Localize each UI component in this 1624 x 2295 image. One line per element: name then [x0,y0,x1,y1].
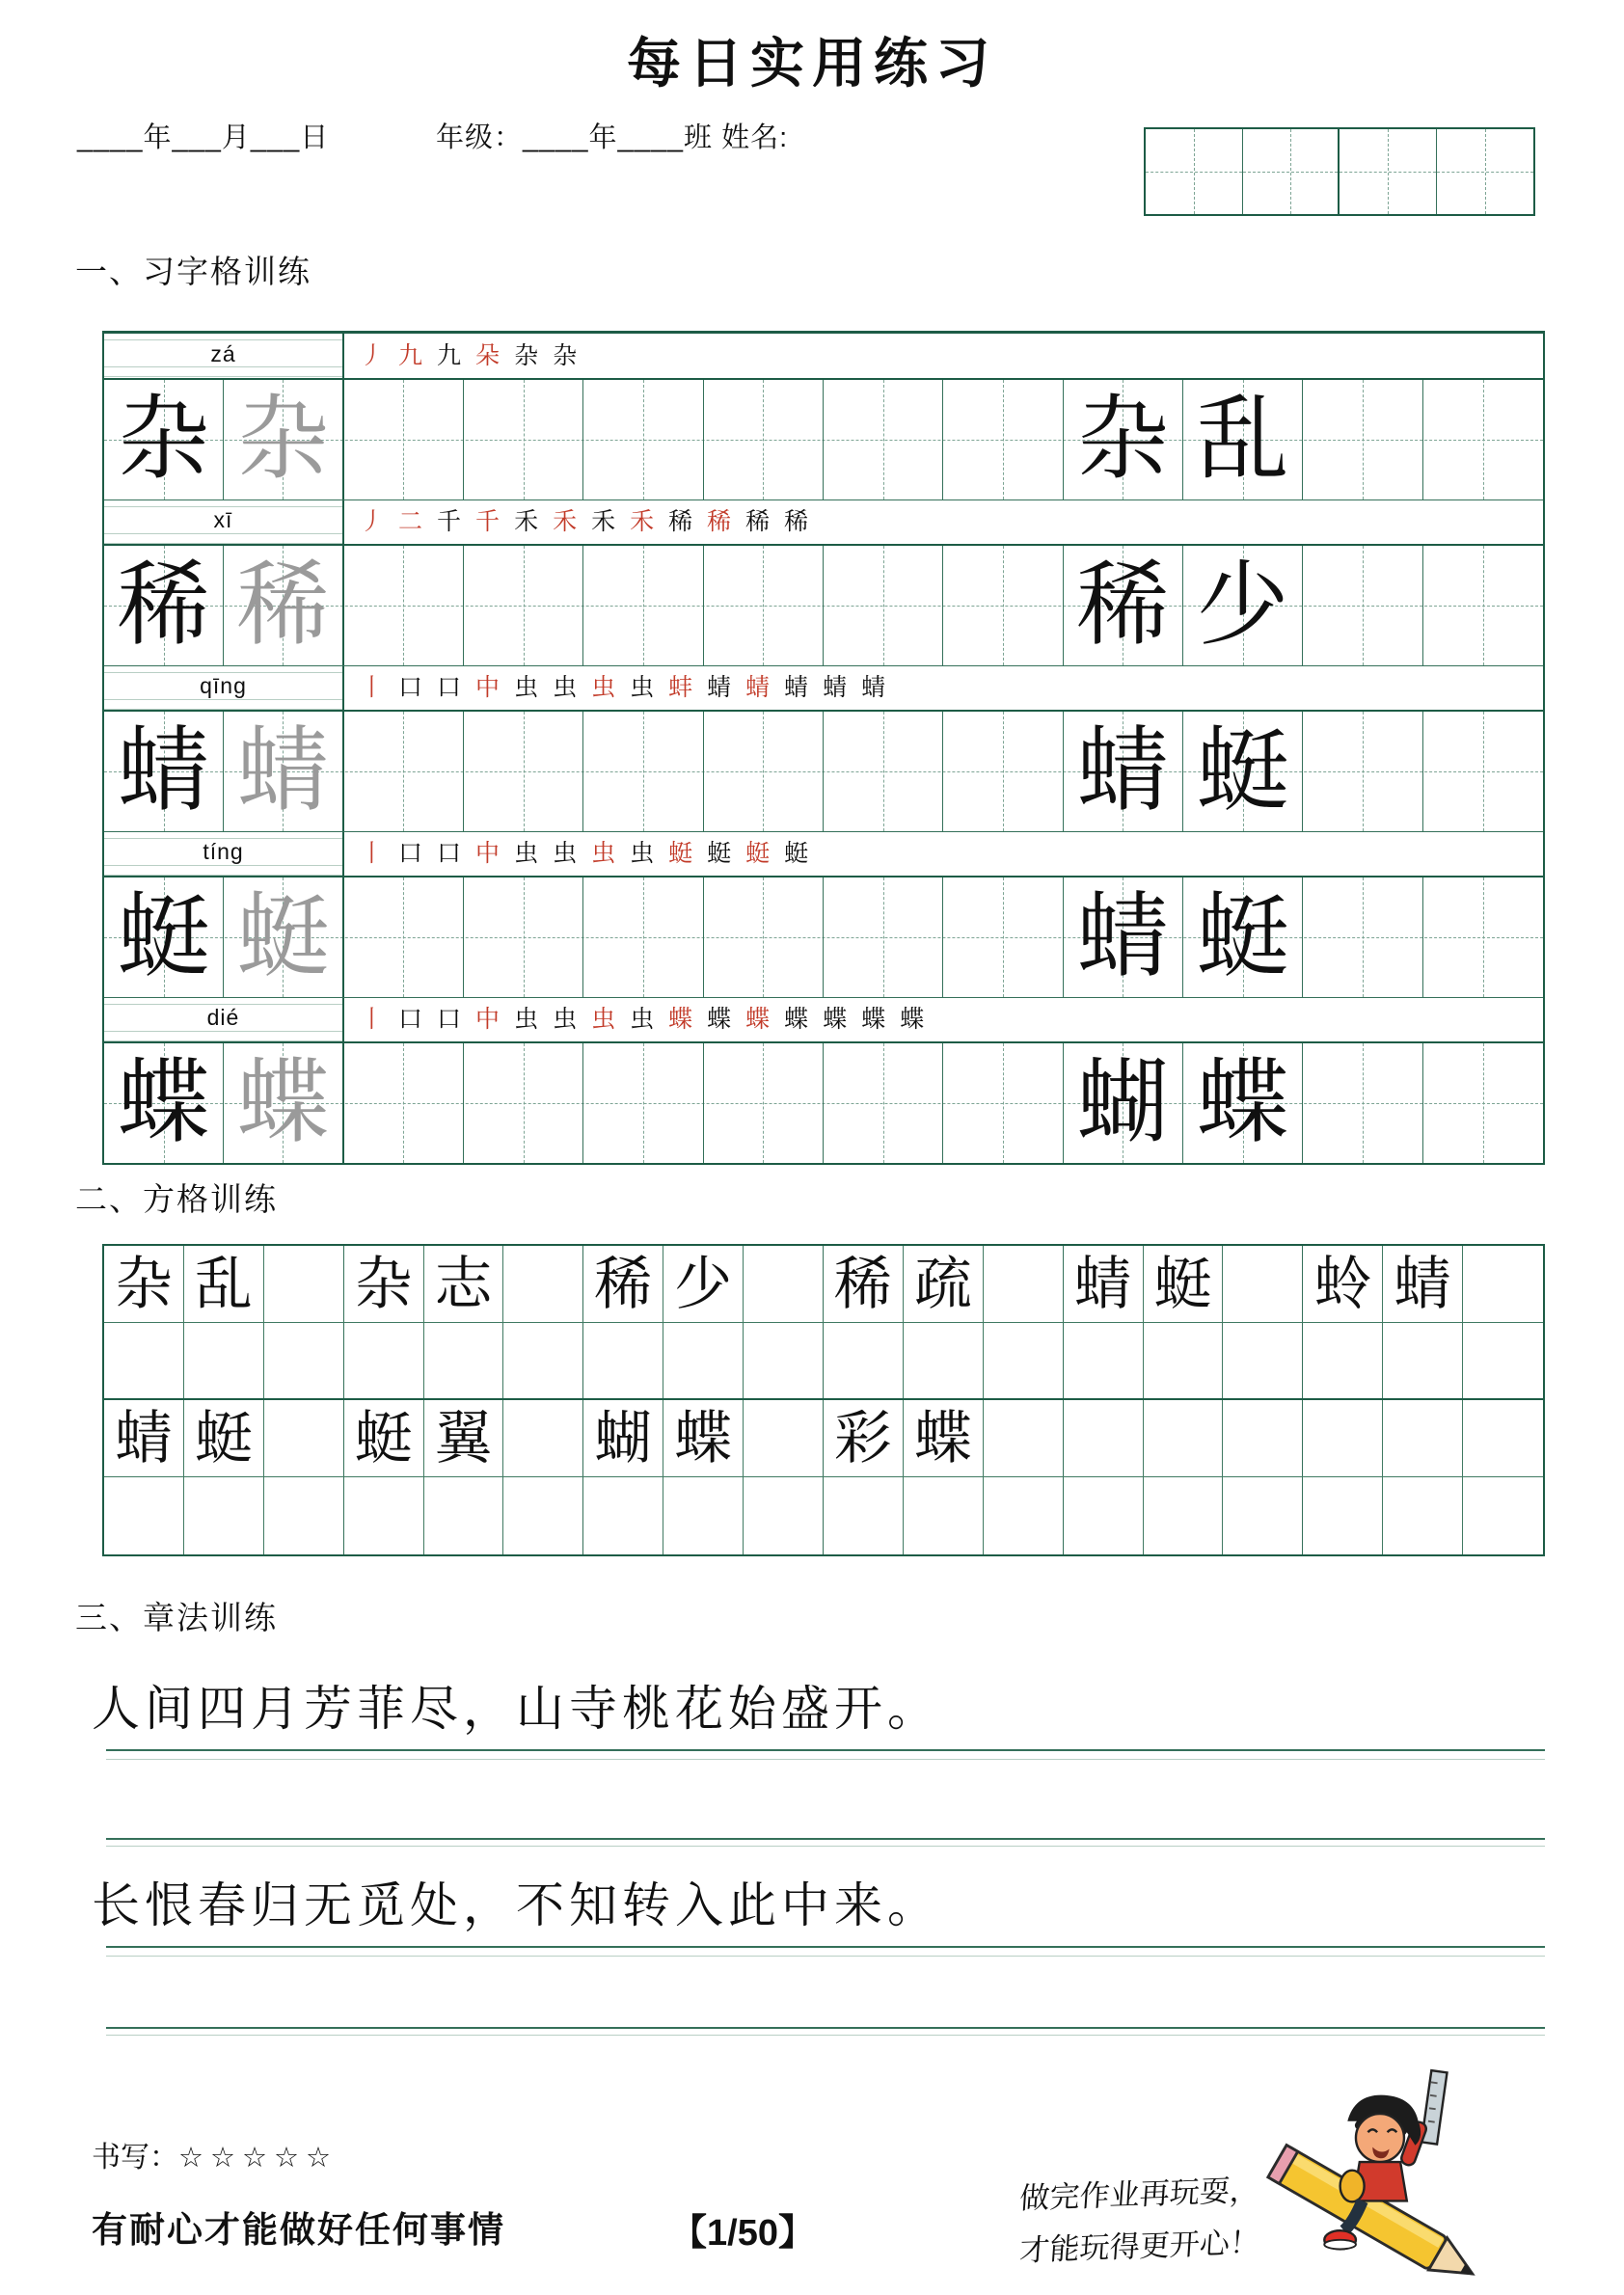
square-grid-cell: 蜻 [1064,1246,1144,1322]
practice-character: 杂 [236,388,330,491]
stroke-order-row [344,832,1543,876]
stroke-order-step: 虫 [591,675,616,701]
stroke-order-step: 虫 [630,1007,655,1033]
practice-group [104,665,1543,831]
practice-cell [464,380,583,500]
stroke-order-step: 虫 [591,1007,616,1033]
square-grid-cell: 蜻 [1383,1246,1463,1322]
stroke-order-step: 丨 [360,675,385,701]
practice-cell [1183,546,1303,665]
square-grid-cell [503,1246,583,1322]
practice-cell [824,712,943,831]
stroke-order-step: 禾 [553,509,578,535]
stroke-order-step: 蜻 [823,675,848,701]
name-grid-cell [1340,129,1437,214]
square-grid-cell [503,1323,583,1398]
square-grid-cell [1064,1477,1144,1554]
stroke-order-step: 九 [398,342,423,369]
stroke-order-row [344,666,1543,710]
stroke-order-step: 千 [437,509,462,535]
square-grid-cell [583,1477,663,1554]
square-grid-cell [264,1323,344,1398]
stroke-order-step: 禾 [514,509,539,535]
practice-group [104,334,1543,500]
square-grid-cell: 蜻 [104,1400,184,1476]
practice-character: 蝶 [117,1051,210,1154]
practice-group [104,500,1543,665]
practice-group-header [104,665,1543,712]
stroke-order-step: 禾 [591,509,616,535]
mascot-illustration [1259,2062,1500,2293]
date-line: ____年___月___日 [77,122,330,153]
practice-cell [1303,1043,1422,1163]
practice-cell [344,1043,464,1163]
stroke-order-step: 蝶 [784,1007,809,1033]
practice-cell [1423,712,1543,831]
practice-cell [943,1043,1063,1163]
practice-cell [344,712,464,831]
practice-cell [1064,878,1183,997]
stroke-order-step: 口 [437,841,462,867]
square-grid-cell [1303,1323,1383,1398]
practice-row [104,546,1543,665]
practice-cell [943,546,1063,665]
practice-cell [1183,380,1303,500]
writing-line [106,2035,1545,2036]
practice-row [104,712,1543,831]
practice-cell [224,380,343,500]
square-grid-cell [904,1323,984,1398]
square-grid-cell: 蝶 [904,1400,984,1476]
practice-cell [224,712,343,831]
square-grid-cell [1463,1246,1543,1322]
square-grid-cell [1064,1400,1144,1476]
square-grid-cell [424,1477,504,1554]
stroke-order-step: 中 [475,1007,501,1033]
practice-cell [1183,712,1303,831]
handwriting-rating [92,2133,338,2175]
practice-character: 蜓 [117,885,210,988]
stroke-order-step: 虫 [630,675,655,701]
square-grid-cell: 杂 [104,1246,184,1322]
stroke-order-step: 蝶 [861,1007,886,1033]
square-grid-cell [824,1477,904,1554]
pinyin-box [104,832,344,876]
square-grid-cell [984,1400,1064,1476]
practice-character: 蝶 [1196,1051,1289,1154]
stroke-order-step: 中 [475,675,501,701]
stroke-order-step: 稀 [668,509,693,535]
practice-cell [704,878,824,997]
stroke-order-step: 蜻 [861,675,886,701]
mascot-quote-line1: 做完作业再玩耍， [1018,2173,1261,2216]
practice-cell [824,380,943,500]
page-title: 每日实用练习 [627,33,997,94]
square-grid-cell [1223,1323,1303,1398]
stroke-order-step: 丿 [360,342,385,369]
stroke-order-step: 中 [475,841,501,867]
practice-cell [943,712,1063,831]
stroke-order-step: 蝶 [823,1007,848,1033]
square-grid-cell [583,1323,663,1398]
practice-cell [344,546,464,665]
practice-character: 少 [1196,554,1289,657]
pinyin-label: qīng [200,673,247,698]
stroke-order-step: 虫 [630,841,655,867]
pinyin-box [104,666,344,710]
square-grid-cell [984,1246,1064,1322]
practice-cell [104,712,224,831]
practice-cell [824,878,943,997]
square-grid-cell [264,1246,344,1322]
practice-character: 乱 [1196,388,1289,491]
stroke-order-step: 丿 [360,509,385,535]
name-grid [1144,127,1535,216]
practice-character: 杂 [117,388,210,491]
square-grid-cell: 蛉 [1303,1246,1383,1322]
practice-cell [943,878,1063,997]
practice-character: 蜻 [1076,885,1170,988]
practice-cell [464,546,583,665]
stroke-order-step: 蜓 [668,841,693,867]
practice-character: 稀 [1076,554,1170,657]
stroke-order-step: 丨 [360,841,385,867]
practice-row [104,878,1543,997]
stroke-order-step: 蝶 [745,1007,771,1033]
square-grid-cell: 蝶 [663,1400,744,1476]
square-grid-cell: 翼 [424,1400,504,1476]
stroke-order-row [344,334,1543,378]
square-grid-row [104,1400,1543,1477]
stroke-order-step: 千 [475,509,501,535]
stroke-order-step: 虫 [553,841,578,867]
writing-line [106,1956,1545,1957]
writing-line [106,1846,1545,1847]
square-grid-cell: 稀 [824,1246,904,1322]
square-grid-cell: 蜓 [1144,1246,1224,1322]
stroke-order-step: 虫 [514,1007,539,1033]
square-grid-cell [744,1323,824,1398]
practice-cell [344,380,464,500]
poem-line-1: 人间四月芳菲尽，山寺桃花始盛开。 [92,1682,940,1736]
square-grid-cell [1463,1400,1543,1476]
practice-cell [104,1043,224,1163]
stroke-order-step: 丨 [360,1007,385,1033]
stroke-order-step: 口 [437,675,462,701]
mascot-quote-line2: 才能玩得更开心！ [1018,2225,1261,2268]
practice-cell [344,878,464,997]
stroke-order-row [344,998,1543,1041]
practice-cell [1183,878,1303,997]
square-grid-cell [1383,1477,1463,1554]
practice-cell [104,878,224,997]
pinyin-label: zá [210,340,236,366]
stroke-order-step: 蜻 [707,675,732,701]
square-grid-cell [344,1323,424,1398]
practice-row [104,380,1543,500]
stroke-order-step: 蜻 [745,675,771,701]
practice-cell [224,1043,343,1163]
practice-cell [464,712,583,831]
stroke-order-step: 虫 [553,1007,578,1033]
square-grid-cell [824,1323,904,1398]
practice-cell [583,712,703,831]
stroke-order-step: 口 [398,841,423,867]
stroke-order-step: 朵 [475,342,501,369]
square-grid-cell [1303,1400,1383,1476]
stroke-order-step: 蚌 [668,675,693,701]
practice-cell [224,546,343,665]
square-grid-cell: 蜓 [344,1400,424,1476]
practice-character: 蜓 [1196,719,1289,823]
writing-line [106,1759,1545,1760]
stroke-order-step: 蜓 [784,841,809,867]
square-grid-cell [1383,1323,1463,1398]
stroke-order-step: 口 [398,1007,423,1033]
practice-cell [704,380,824,500]
square-grid-cell [984,1477,1064,1554]
square-grid-cell [1463,1323,1543,1398]
practice-cell [224,878,343,997]
practice-cell [1423,878,1543,997]
stroke-order-row [344,500,1543,544]
square-grid-cell: 疏 [904,1246,984,1322]
stroke-order-step: 杂 [553,342,578,369]
stroke-order-step: 蝶 [707,1007,732,1033]
writing-line [106,1838,1545,1840]
square-grid-cell: 杂 [344,1246,424,1322]
square-grid-cell [1144,1400,1224,1476]
practice-cell [1303,546,1422,665]
practice-character: 稀 [236,554,330,657]
stroke-order-step: 蝶 [900,1007,925,1033]
practice-character: 蜓 [1196,885,1289,988]
practice-cell [583,1043,703,1163]
square-grid-cell [904,1477,984,1554]
square-grid-cell [104,1477,184,1554]
practice-cell [104,546,224,665]
name-grid-cell [1243,129,1340,214]
square-grid-cell [1223,1477,1303,1554]
stroke-order-step: 虫 [591,841,616,867]
practice-cell [704,712,824,831]
square-grid-cell [1144,1477,1224,1554]
rating-label: 书写： [92,2142,178,2174]
practice-cell [1423,380,1543,500]
square-grid-cell: 志 [424,1246,504,1322]
pinyin-label: dié [206,1005,240,1030]
practice-cell [583,878,703,997]
square-grid-cell: 稀 [583,1246,663,1322]
practice-cell [104,380,224,500]
square-grid-cell [744,1246,824,1322]
practice-group-header [104,831,1543,878]
practice-cell [1303,712,1422,831]
poem-line-2: 长恨春归无觅处，不知转入此中来。 [92,1878,940,1932]
practice-cell [464,1043,583,1163]
practice-cell [1303,878,1422,997]
practice-cell [1064,1043,1183,1163]
square-grid-cell [744,1400,824,1476]
square-grid-cell [104,1323,184,1398]
pinyin-box [104,998,344,1041]
stroke-order-step: 蜓 [745,841,771,867]
practice-character: 蜻 [117,719,210,823]
practice-group-header [104,334,1543,380]
stroke-order-step: 蜻 [784,675,809,701]
practice-group-header [104,500,1543,546]
square-grid-cell [1223,1246,1303,1322]
practice-character: 杂 [1076,388,1170,491]
stroke-order-step: 禾 [630,509,655,535]
practice-cell [824,1043,943,1163]
square-grid-cell [184,1477,264,1554]
stroke-order-step: 蝶 [668,1007,693,1033]
square-grid-cell [744,1477,824,1554]
square-grid-cell: 蜓 [184,1400,264,1476]
practice-cell [464,878,583,997]
square-grid-cell [984,1323,1064,1398]
square-grid-cell [424,1323,504,1398]
square-grid-cell: 乱 [184,1246,264,1322]
section1-heading: 一、习字格训练 [75,254,311,289]
practice-character: 蜻 [1076,719,1170,823]
practice-cell [1423,1043,1543,1163]
name-grid-cell [1437,129,1534,214]
square-grid-cell [264,1477,344,1554]
practice-group-header [104,997,1543,1043]
boy-on-pencil-icon [1259,2062,1500,2288]
practice-character: 蝶 [236,1051,330,1154]
square-grid-row [104,1323,1543,1400]
practice-cell [1064,380,1183,500]
stroke-order-step: 虫 [553,675,578,701]
practice-cell [1064,712,1183,831]
practice-cell [1183,1043,1303,1163]
pinyin-label: xī [213,507,233,532]
practice-row [104,1043,1543,1163]
stroke-order-step: 九 [437,342,462,369]
grade-class-name-line: 年级：____年____班 姓名: [436,122,789,153]
practice-cell [824,546,943,665]
practice-character: 稀 [117,554,210,657]
practice-cell [1423,546,1543,665]
square-grid-cell [503,1477,583,1554]
square-grid-cell [1463,1477,1543,1554]
square-grid-cell: 少 [663,1246,744,1322]
section2-heading: 二、方格训练 [75,1181,278,1217]
stroke-order-step: 稀 [745,509,771,535]
page-indicator: 【1/50】 [670,2213,815,2254]
practice-cell [943,380,1063,500]
pinyin-box [104,500,344,544]
square-grid-cell: 蝴 [583,1400,663,1476]
section3-heading: 三、章法训练 [75,1600,278,1635]
practice-cell [704,1043,824,1163]
rating-stars: ☆☆☆☆☆ [178,2141,338,2174]
writing-line [106,2027,1545,2029]
square-grid-cell [1223,1400,1303,1476]
practice-cell [583,380,703,500]
square-grid-cell [663,1323,744,1398]
practice-character: 蝴 [1076,1051,1170,1154]
writing-line [106,1749,1545,1751]
stroke-order-step: 口 [398,675,423,701]
square-grid-cell [344,1477,424,1554]
stroke-order-step: 二 [398,509,423,535]
practice-cell [1303,380,1422,500]
stroke-order-step: 口 [437,1007,462,1033]
square-grid-cell [264,1400,344,1476]
square-grid-cell [1383,1400,1463,1476]
square-grid-cell [1064,1323,1144,1398]
character-practice-table [102,331,1545,1165]
practice-cell [583,546,703,665]
practice-cell [1064,546,1183,665]
square-grid-cell [1144,1323,1224,1398]
stroke-order-step: 虫 [514,841,539,867]
square-grid-cell [1303,1477,1383,1554]
square-grid-row [104,1477,1543,1554]
square-grid-row [104,1246,1543,1323]
square-grid-cell [503,1400,583,1476]
pinyin-box [104,334,344,378]
practice-character: 蜓 [236,885,330,988]
stroke-order-step: 蜓 [707,841,732,867]
pinyin-label: tíng [203,839,244,864]
name-grid-cell [1146,129,1243,214]
stroke-order-step: 稀 [784,509,809,535]
practice-cell [704,546,824,665]
square-grid-table [102,1244,1545,1556]
stroke-order-step: 杂 [514,342,539,369]
practice-character: 蜻 [236,719,330,823]
footer-motto: 有耐心才能做好任何事情 [92,2210,505,2250]
practice-group [104,997,1543,1163]
square-grid-cell [663,1477,744,1554]
stroke-order-step: 稀 [707,509,732,535]
practice-group [104,831,1543,997]
square-grid-cell [184,1323,264,1398]
stroke-order-step: 虫 [514,675,539,701]
square-grid-cell: 彩 [824,1400,904,1476]
writing-line [106,1946,1545,1948]
